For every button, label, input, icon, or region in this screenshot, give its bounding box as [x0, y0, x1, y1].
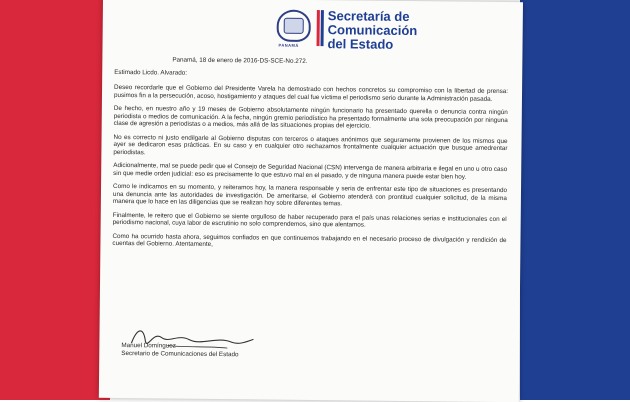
background-blue-panel: [520, 0, 630, 400]
letterhead-line-2: Comunicación: [327, 22, 418, 39]
seal-shield-icon: [284, 18, 304, 34]
paragraph-7: Como ha ocurrido hasta ahora, seguimos confiados en que continuemos trabajando en el necesario proceso de divulgación y rendición de cuentas del Gobierno. Atentamente,: [112, 232, 507, 248]
background-red-panel: [0, 0, 110, 400]
date-reference: Panamá, 18 de enero de 2016-DS-SCE-No.272.: [172, 56, 308, 65]
paragraph-3: No es correcto ni justo endilgarle al Gobierno disputas con terceros o ataques anónimos que seguramente provienen de los mismos que ayer se dedicaron esas prácticas. En su caso y en cualquier otro rechazamos frontalmente cualquier actuación que busque amedrentar periodistas.: [113, 133, 508, 156]
paragraph-5: Como le indicamos en su momento, y reiteramos hoy, la manera responsable y seria de enfrentar este tipo de situaciones es presentando una denuncia ante las autoridades de investigación. De ameritarse, el Gobierno atenderá con prontitud cualquier solicitud, de la misma manera que lo hace en las diligencias que se realizan hoy sobre diferentes temas.: [112, 182, 508, 208]
national-seal-icon: [277, 10, 311, 42]
seal-caption: PANAMÁ: [278, 42, 299, 48]
paragraph-4: Adicionalmente, mal se puede pedir que el Consejo de Seguridad Nacional (CSN) intervenga de manera arbitraria e ilegal en uno u otro caso sin que medie orden judicial: eso es precisamente lo que estuvo mal en el pasado, y de ninguna manera puede estar bien hoy.: [113, 161, 508, 181]
signer-title: Secretario de Comunicaciones del Estado: [121, 350, 239, 359]
signer-name: Manuel Domínguez: [121, 342, 177, 350]
letter-document: [99, 0, 523, 402]
logo-red-stripe: [317, 10, 320, 46]
paragraph-2: De hecho, en nuestro año y 19 meses de Gobierno absolutamente ningún funcionario ha presentado querella o denuncia contra ningún periodista o medios de comunicación. A la fecha, ningún gremio periodístico ha presentado formalmente una sola preocupación por ninguna clase de agresión a periodistas o a medios, más allá de las situaciones propias del ejercicio.: [113, 104, 508, 130]
logo-blue-stripe: [321, 10, 324, 46]
paragraph-1: Deseo recordarle que el Gobierno del Presidente Varela ha demostrado con hechos concretos su compromiso con la libertad de prensa: pusimos fin a la persecución, acoso, hostigamiento y ataques del cual fue víctima el periodismo serio durante la Administración pasada.: [113, 83, 509, 103]
letter-body: [112, 56, 508, 258]
letterhead-line-3: del Estado: [327, 36, 394, 52]
letterhead-line-1: Secretaría de: [327, 8, 410, 25]
letterhead-logo: [327, 9, 417, 52]
paragraph-6: Finalmente, le reitero que el Gobierno se siente orgulloso de haber recuperado para el país unas relaciones serias e institucionales con el periodismo nacional, cuya labor de escrutinio no solo comprendemos, sino que alentamos.: [112, 211, 507, 229]
salutation: Estimado Licdo. Alvarado:: [114, 68, 188, 77]
